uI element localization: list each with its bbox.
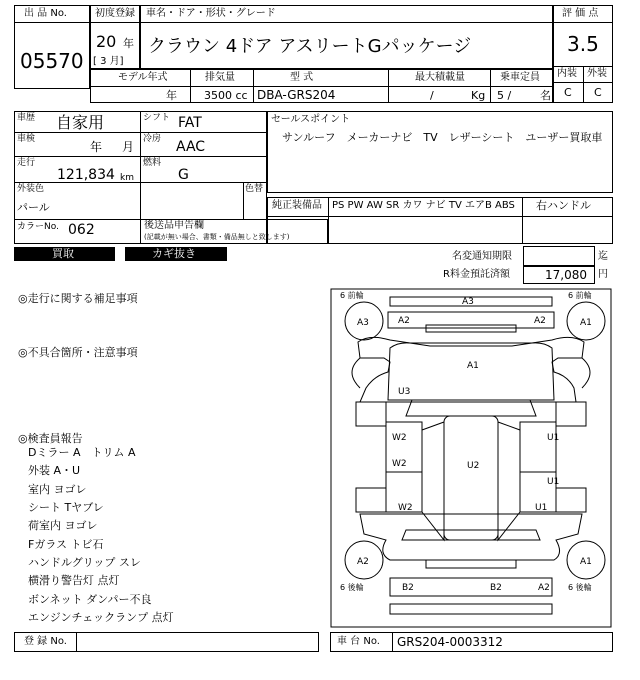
rear-tire-left-label: 6 後輪	[340, 583, 364, 592]
ac-value: AAC	[176, 139, 206, 155]
mark-b2-mid: B2	[490, 583, 502, 593]
mark-a2-rear-right: A2	[538, 583, 550, 593]
reg-no-label: 登 録 No.	[24, 636, 67, 647]
lot-number: 05570	[20, 49, 84, 73]
fuel-label: 燃料	[143, 158, 162, 168]
mark-a1-circle-front-right: A1	[580, 318, 592, 328]
mark-a2-circle-rear-left: A2	[357, 557, 369, 567]
car-name-label: 車名・ドア・形状・グレード	[146, 8, 276, 19]
type-label: 型 式	[290, 72, 314, 83]
capacity-unit: 名	[540, 89, 551, 102]
report-line: 室内 ヨゴレ	[28, 483, 87, 496]
mark-w2: W2	[392, 433, 407, 443]
reg-year: 20	[96, 32, 117, 51]
mark-u3: U3	[398, 387, 411, 397]
report-line: ボンネット ダンパー不良	[28, 593, 152, 606]
mark-a2-front-left: A2	[398, 316, 410, 326]
mark-a1-circle-rear-right: A1	[580, 557, 592, 567]
report-line: ハンドルグリップ スレ	[28, 556, 141, 569]
score-label: 評 価 点	[562, 8, 599, 19]
mark-a2-front-right: A2	[534, 316, 546, 326]
inspection-month: 月	[122, 140, 135, 154]
history-label: 車歴	[17, 113, 36, 123]
mark-a1-hood: A1	[467, 361, 479, 371]
inspection-label: 車検	[17, 134, 36, 144]
name-change-box	[523, 246, 595, 266]
capacity-label: 乗車定員	[500, 72, 540, 83]
name-change-label: 名変通知期限	[452, 251, 512, 262]
exterior-label: 外装	[587, 68, 607, 79]
interior-grade: C	[564, 86, 572, 99]
color-no-value: 062	[68, 222, 95, 238]
model-year-label: モデル年式	[118, 72, 168, 83]
inspector-label: ◎検査員報告	[18, 432, 83, 445]
equipment-value: PS PW AW SR カワ ナビ TV エアB ABS	[332, 200, 515, 211]
report-line: 外装 A・U	[28, 464, 81, 477]
report-line: 横滑り警告灯 点灯	[28, 574, 120, 587]
sales-points: サンルーフ メーカーナビ TV レザーシート ユーザー買取車	[282, 131, 603, 144]
recycle-amount: 17,080	[545, 268, 587, 282]
max-load-unit: Kg	[471, 89, 486, 102]
fuel-value: G	[178, 167, 189, 183]
recycle-label: R料金預託済額	[443, 269, 510, 280]
recycle-unit: 円	[598, 269, 608, 280]
mark-b2-left: B2	[402, 583, 414, 593]
lot-label: 出 品 No.	[24, 8, 67, 19]
buyout-label: 買取	[52, 247, 74, 260]
mark-w2: W2	[398, 503, 413, 513]
car-name: クラウン 4ドア アスリートGパッケージ	[148, 36, 472, 57]
report-line: Dミラー A トリム A	[28, 446, 136, 459]
report-line: 荷室内 ヨゴレ	[28, 519, 98, 532]
interior-label: 内装	[557, 68, 577, 79]
mileage-unit: km	[120, 173, 134, 183]
score-value: 3.5	[567, 32, 599, 56]
sales-point-label: セールスポイント	[271, 114, 351, 125]
rear-tire-right-label: 6 後輪	[568, 583, 592, 592]
shift-value: FAT	[178, 115, 202, 131]
shift-label: シフト	[143, 113, 171, 123]
mark-a3-top: A3	[462, 297, 474, 307]
chassis-no-value: GRS204-0003312	[397, 635, 503, 649]
reg-month: [ 3 月]	[93, 56, 124, 67]
driving-notes-label: ◎走行に関する補足事項	[18, 292, 138, 305]
report-line: Fガラス トビ石	[28, 538, 104, 551]
displacement-value: 3500 cc	[204, 89, 248, 102]
inspection-year: 年	[90, 140, 103, 154]
first-reg-label: 初度登録	[95, 8, 135, 19]
steering-value: 右ハンドル	[536, 199, 591, 212]
defects-label: ◎不具合箇所・注意事項	[18, 346, 138, 359]
history-value: 自家用	[56, 113, 105, 132]
key-removal-label: カギ抜き	[152, 247, 196, 260]
front-tire-left-label: 6 前輪	[340, 291, 364, 300]
ac-label: 冷房	[143, 134, 162, 144]
equipment-label: 純正装備品	[272, 200, 322, 211]
color-change-label: 色替	[245, 184, 264, 194]
exterior-grade: C	[594, 86, 602, 99]
color-label: 外装色	[17, 184, 45, 194]
mark-a3-circle: A3	[357, 318, 369, 328]
type-value: DBA-GRS204	[257, 88, 336, 102]
mark-u2: U2	[467, 461, 480, 471]
mark-u1: U1	[547, 477, 560, 487]
max-load-sep: /	[430, 89, 434, 102]
report-line: エンジンチェックランプ 点灯	[28, 611, 174, 624]
name-change-unit: 迄	[598, 251, 608, 262]
model-year-unit: 年	[166, 89, 177, 102]
mark-u1: U1	[535, 503, 548, 513]
car-damage-diagram	[330, 288, 612, 628]
capacity-value: 5 /	[497, 89, 512, 102]
color-value: パール	[17, 201, 50, 214]
mileage-label: 走行	[17, 158, 36, 168]
front-tire-right-label: 6 前輪	[568, 291, 592, 300]
report-line: シート Tヤブレ	[28, 501, 104, 514]
docs-note: (記載が無い場合、書類・備品無しと致します)	[144, 233, 290, 241]
max-load-label: 最大積載量	[415, 72, 465, 83]
reg-year-unit: 年	[123, 37, 134, 50]
displacement-label: 排気量	[205, 72, 235, 83]
color-no-label: カラーNo.	[17, 222, 59, 232]
docs-label: 後送品申告欄	[144, 220, 204, 231]
mark-w2: W2	[392, 459, 407, 469]
mileage-value: 121,834	[57, 167, 115, 183]
chassis-no-label: 車 台 No.	[337, 636, 380, 647]
mark-u1: U1	[547, 433, 560, 443]
